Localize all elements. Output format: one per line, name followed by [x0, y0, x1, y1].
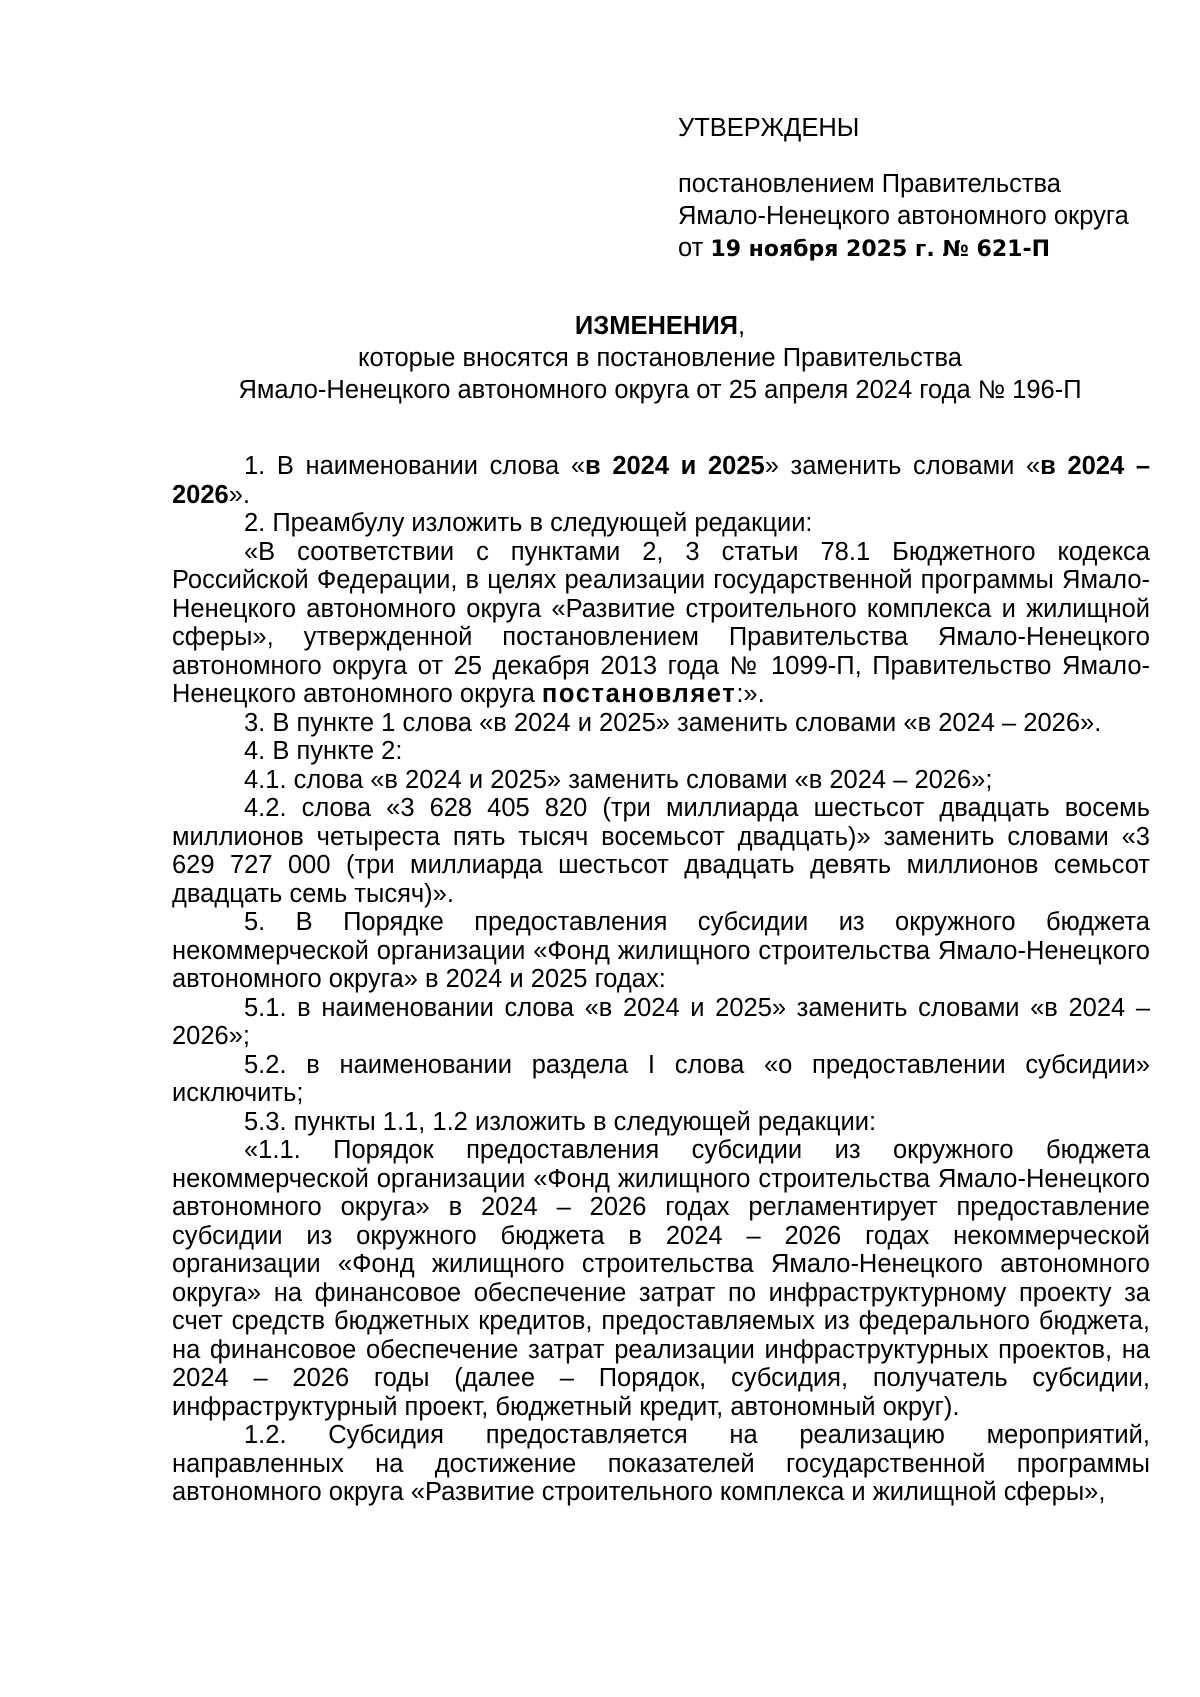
paragraph-10: 5.2. в наименовании раздела I слова «о предоставлении субсидии» исключить;: [172, 1050, 1150, 1107]
heading-line-2: Ямало-Ненецкого автономного округа от 25 апреля 2024 года № 196-П: [238, 376, 1082, 404]
p3-text: «В соответствии с пунктами 2, 3 статьи 78.1 Бюджетного кодекса Российской Федерации, в целях реализации государственной программы Ямало-Ненецкого автономного округа «Развитие строительного комплекса и жилищной сферы», утвержденной постановлением Правительства Ямало-Ненецкого автономного округа от 25 декабря 2013 года № 1099-П, Правительство Ямало-Ненецкого автономного округа: [172, 537, 1150, 708]
paragraph-9: 5.1. в наименовании слова «в 2024 и 2025» заменить словами «в 2024 – 2026»;: [172, 993, 1150, 1050]
paragraph-4: 3. В пункте 1 слова «в 2024 и 2025» заменить словами «в 2024 – 2026».: [244, 708, 1102, 737]
approval-from: от: [678, 234, 704, 262]
paragraph-13: 1.2. Субсидия предоставляется на реализацию мероприятий, направленных на достижение показателей государственной программы автономного округа «Развитие строительного комплекса и жилищной сферы»,: [172, 1421, 1150, 1506]
paragraph-6: 4.1. слова «в 2024 и 2025» заменить словами «в 2024 – 2026»;: [244, 765, 993, 794]
p1-text-2: » заменить словами «: [764, 452, 1041, 480]
p3-end: :».: [736, 680, 765, 708]
paragraph-7: 4.2. слова «3 628 405 820 (три миллиарда шестьсот двадцать восемь миллионов четыреста пять тысяч восемьсот двадцать)» заменить словами «3 629 727 000 (три миллиарда шестьсот двадцать девять миллионов семьсот двадцать семь тысяч)».: [172, 794, 1150, 908]
p1-bold-1: в 2024 и 2025: [585, 452, 765, 480]
heading-title: ИЗМЕНЕНИЯ: [574, 312, 738, 340]
approval-date-number: 19 ноября 2025 г. № 621-П: [710, 237, 1051, 262]
paragraph-5: 4. В пункте 2:: [244, 737, 403, 765]
document-body: [172, 452, 1150, 1507]
approval-stamp: УТВЕРЖДЕНЫ: [678, 114, 860, 142]
paragraph-2: 2. Преамбулу изложить в следующей редакции:: [244, 509, 813, 537]
heading-title-comma: ,: [737, 312, 746, 340]
approval-block: [678, 112, 1148, 266]
approval-date-line: [678, 232, 1148, 266]
p1-bold-2: в 2024 – 2026: [172, 452, 1151, 509]
p3-bold: постановляет: [541, 680, 737, 708]
approval-line-2: Ямало-Ненецкого автономного округа: [678, 202, 1129, 230]
paragraph-11: 5.3. пункты 1.1, 1.2 изложить в следующей редакции:: [244, 1107, 877, 1136]
paragraph-3: [172, 538, 1150, 709]
approval-line-1: постановлением Правительства: [678, 170, 1061, 198]
paragraph-1: [172, 452, 1150, 509]
paragraph-12: «1.1. Порядок предоставления субсидии из окружного бюджета некоммерческой организации «Фонд жилищного строительства Ямало-Ненецкого автономного округа» в 2024 – 2026 годах регламентирует предоставление субсидии из окружного бюджета в 2024 – 2026 годах некоммерческой организации «Фонд жилищного строительства Ямало-Ненецкого автономного округа» на финансовое обеспечение затрат по инфраструктурному проекту за счет средств бюджетных кредитов, предоставляемых из федерального бюджета, на финансовое обеспечение затрат реализации инфраструктурных проектов, на 2024 – 2026 годы (далее – Порядок, субсидия, получатель субсидии, инфраструктурный проект, бюджетный кредит, автономный округ).: [172, 1136, 1150, 1421]
p1-text-3: ».: [228, 480, 251, 509]
document-heading: [170, 310, 1150, 406]
heading-title-line: [170, 310, 1150, 342]
heading-line-1: которые вносятся в постановление Правительства: [358, 344, 962, 372]
paragraph-8: 5. В Порядке предоставления субсидии из окружного бюджета некоммерческой организации «Фонд жилищного строительства Ямало-Ненецкого автономного округа» в 2024 и 2025 годах:: [172, 908, 1150, 993]
p1-text-1: 1. В наименовании слова «: [244, 452, 586, 480]
